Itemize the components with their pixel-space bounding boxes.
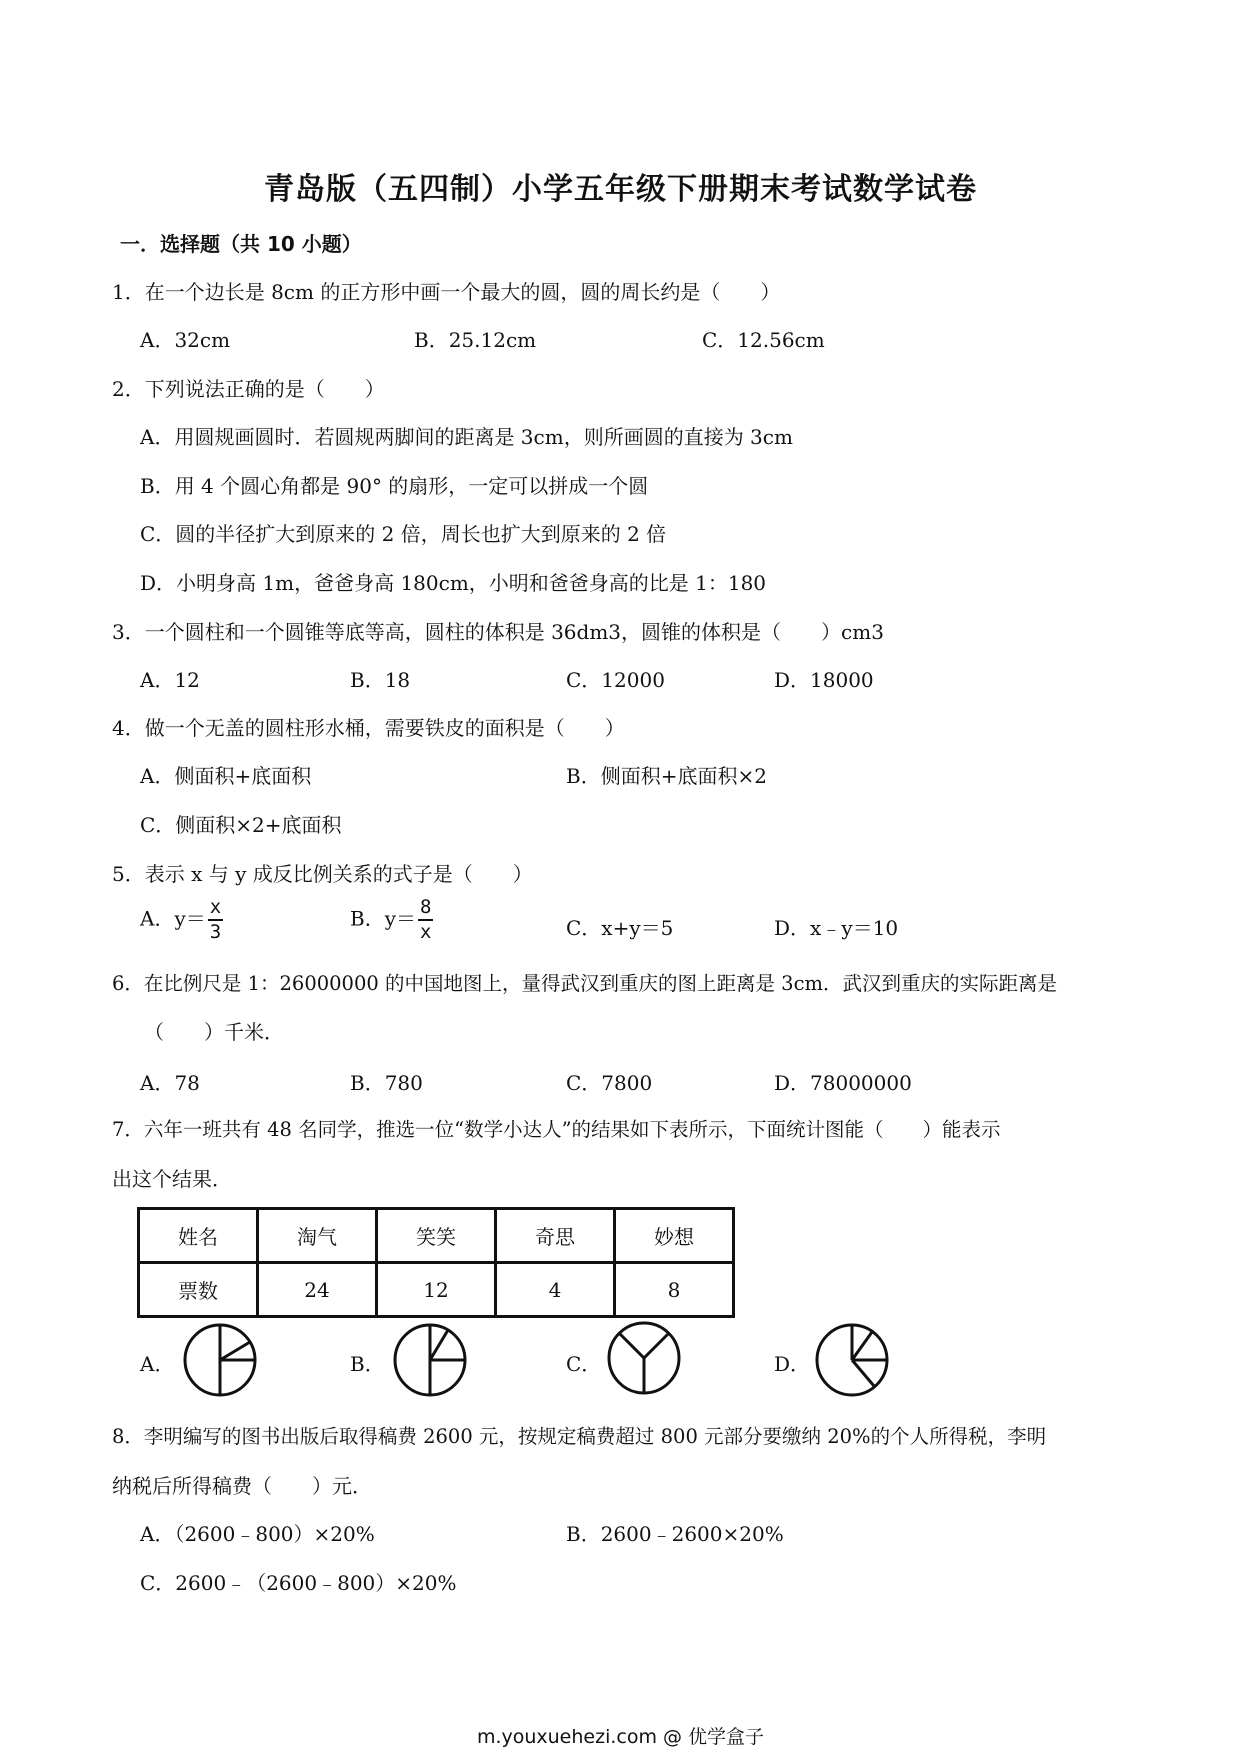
- q5-b-denominator: x: [420, 921, 432, 943]
- q1-option-c: C．12.56cm: [702, 328, 825, 352]
- q3-option-b: B．18: [350, 668, 411, 692]
- q5-option-b-fraction: [418, 898, 433, 942]
- q5-option-a-fraction: [208, 898, 223, 942]
- footer-watermark: m.youxuehezi.com @ 优学盒子: [476, 1726, 765, 1748]
- q7-pie-chart-a: [180, 1320, 260, 1400]
- q8-option-c: C．2600﹣（2600﹣800）×20%: [140, 1571, 457, 1595]
- exam-title: 青岛版（五四制）小学五年级下册期末考试数学试卷: [264, 172, 977, 207]
- q4-option-b: B．侧面积+底面积×2: [566, 764, 767, 788]
- q1-option-a: A．32cm: [140, 328, 231, 352]
- q8-option-a: A．（2600﹣800）×20%: [140, 1522, 375, 1546]
- question-6-stem-line-1: 6．在比例尺是 1：26000000 的中国地图上，量得武汉到重庆的图上距离是 3cm．武汉到重庆的实际距离是: [112, 972, 1057, 995]
- q6-option-a: A．78: [140, 1071, 200, 1095]
- question-6-stem-line-2: （ ）千米．: [144, 1020, 284, 1044]
- q5-option-b: [350, 898, 433, 942]
- q2-option-c: C．圆的半径扩大到原来的 2 倍，周长也扩大到原来的 2 倍: [140, 522, 667, 546]
- q7-option-c: C．: [566, 1352, 602, 1376]
- q5-option-a: [140, 898, 223, 942]
- q3-option-d: D．18000: [774, 668, 874, 692]
- q4-option-c: C．侧面积×2+底面积: [140, 813, 342, 837]
- table-cell: 淘气: [258, 1209, 377, 1263]
- table-cell: 奇思: [496, 1209, 615, 1263]
- table-row: [139, 1263, 734, 1317]
- q7-option-b: B．: [350, 1352, 385, 1376]
- q7-option-a: A．: [140, 1352, 175, 1376]
- q8-option-b: B．2600﹣2600×20%: [566, 1522, 784, 1546]
- table-cell: 妙想: [615, 1209, 734, 1263]
- q7-pie-chart-b: [390, 1320, 470, 1400]
- q6-option-b: B．780: [350, 1071, 423, 1095]
- table-cell: 票数: [139, 1263, 258, 1317]
- q5-option-d: D．x﹣y＝10: [774, 916, 899, 940]
- q5-a-denominator: 3: [209, 921, 222, 943]
- q7-option-d: D．: [774, 1352, 811, 1376]
- q1-option-b: B．25.12cm: [414, 328, 537, 352]
- table-cell: 24: [258, 1263, 377, 1317]
- question-8-stem-line-1: 8．李明编写的图书出版后取得稿费 2600 元，按规定稿费超过 800 元部分要缴纳 20%的个人所得税，李明: [112, 1425, 1047, 1448]
- question-5-stem: 5．表示 x 与 y 成反比例关系的式子是（ ）: [112, 862, 533, 886]
- q2-option-a: A．用圆规画圆时．若圆规两脚间的距离是 3cm，则所画圆的直接为 3cm: [140, 425, 793, 449]
- q2-option-d: D．小明身高 1m，爸爸身高 180cm，小明和爸爸身高的比是 1：180: [140, 571, 767, 595]
- q5-option-b-prefix: B．y＝: [350, 906, 416, 931]
- table-cell: 8: [615, 1263, 734, 1317]
- q3-option-a: A．12: [140, 668, 200, 692]
- q2-option-b: B．用 4 个圆心角都是 90° 的扇形，一定可以拼成一个圆: [140, 474, 649, 498]
- q5-a-numerator: x: [209, 896, 222, 918]
- question-8-stem-line-2: 纳税后所得稿费（ ）元．: [112, 1474, 372, 1498]
- section-heading: 一．选择题（共 10 小题）: [120, 232, 362, 256]
- q7-pie-chart-d: [812, 1320, 892, 1400]
- question-4-stem: 4．做一个无盖的圆柱形水桶，需要铁皮的面积是（ ）: [112, 716, 625, 740]
- q5-b-numerator: 8: [420, 896, 432, 918]
- votes-table: [137, 1207, 735, 1318]
- question-2-stem: 2．下列说法正确的是（ ）: [112, 377, 385, 401]
- q5-option-a-prefix: A．y＝: [140, 906, 206, 931]
- q3-option-c: C．12000: [566, 668, 665, 692]
- question-7-stem-line-2: 出这个结果．: [112, 1167, 232, 1191]
- table-cell: 笑笑: [377, 1209, 496, 1263]
- question-1-stem: 1．在一个边长是 8cm 的正方形中画一个最大的圆，圆的周长约是（ ）: [112, 280, 781, 304]
- table-row: [139, 1209, 734, 1263]
- q5-option-c: C．x+y＝5: [566, 916, 674, 940]
- q6-option-c: C．7800: [566, 1071, 653, 1095]
- q7-pie-chart-c: [604, 1318, 684, 1398]
- q4-option-a: A．侧面积+底面积: [140, 764, 312, 788]
- table-cell: 4: [496, 1263, 615, 1317]
- table-cell: 12: [377, 1263, 496, 1317]
- table-cell: 姓名: [139, 1209, 258, 1263]
- question-7-stem-line-1: 7．六年一班共有 48 名同学，推选一位“数学小达人”的结果如下表所示，下面统计图能（ ）能表示: [112, 1118, 1001, 1141]
- q6-option-d: D．78000000: [774, 1071, 912, 1095]
- question-3-stem: 3．一个圆柱和一个圆锥等底等高，圆柱的体积是 36dm3，圆锥的体积是（ ）cm3: [112, 620, 884, 644]
